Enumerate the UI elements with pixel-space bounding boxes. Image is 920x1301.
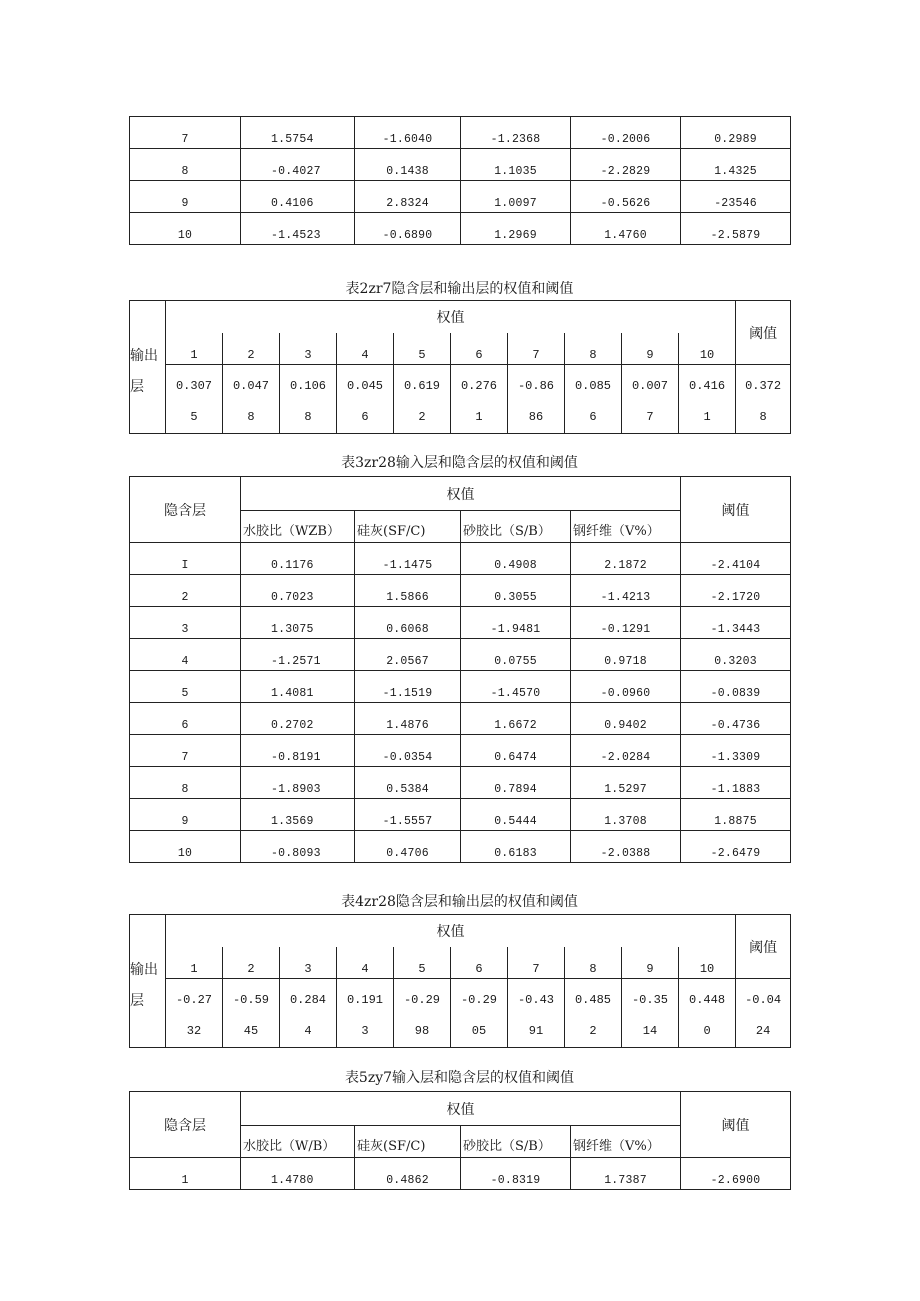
table2-weight-cell <box>622 365 679 434</box>
table3-cell: -2.0284 <box>571 735 681 767</box>
table4-column-header: 4 <box>337 947 394 979</box>
table5-cell: -0.8319 <box>461 1158 571 1190</box>
table1-cell: 2.8324 <box>355 181 461 213</box>
table3-cell: 0.6183 <box>461 831 571 863</box>
table3-cell: -1.3309 <box>681 735 791 767</box>
table5-weight-header: 权值 <box>241 1092 681 1126</box>
table4-weight-line2: 45 <box>243 1024 259 1038</box>
table4-weight-line1: -0.29 <box>460 993 497 1007</box>
table3-cell: 0.4706 <box>355 831 461 863</box>
table1-cell: 1.4760 <box>571 213 681 245</box>
table3-cell: 3 <box>130 607 241 639</box>
table2-weight-cell <box>451 365 508 434</box>
table3-cell: -1.4213 <box>571 575 681 607</box>
table3-subheader: 水胶比（WZB） <box>241 511 355 543</box>
table4-column-header: 5 <box>394 947 451 979</box>
table3-cell: -2.1720 <box>681 575 791 607</box>
table4 <box>129 914 791 1048</box>
table4-weight-line2: 3 <box>361 1024 369 1038</box>
table2-weight-cell <box>508 365 565 434</box>
table4-weight-line1: -0.27 <box>175 993 212 1007</box>
table2-threshold-line1: 0.372 <box>745 379 782 393</box>
table5-cell: -2.6900 <box>681 1158 791 1190</box>
table1-cell: -0.4027 <box>241 149 355 181</box>
table5-subheader: 硅灰(SF/C) <box>355 1126 461 1158</box>
table2-threshold-cell <box>736 365 791 434</box>
table5-subheader: 水胶比（W/B） <box>241 1126 355 1158</box>
table5-cell: 1.4780 <box>241 1158 355 1190</box>
table3-cell: 0.0755 <box>461 639 571 671</box>
table4-weight-cell <box>223 979 280 1048</box>
table4-side-label-2: 层 <box>130 993 144 1009</box>
table3-cell: 2.1872 <box>571 543 681 575</box>
table2-weight-line2: 7 <box>646 410 654 424</box>
table3-cell: 5 <box>130 671 241 703</box>
table1-cell: 1.2969 <box>461 213 571 245</box>
table4-weight-cell <box>622 979 679 1048</box>
table2-weight-cell <box>394 365 451 434</box>
table3-row <box>130 799 791 831</box>
table2-column-header: 6 <box>451 333 508 365</box>
table3-threshold-header: 阈值 <box>681 477 791 543</box>
table4-column-header: 10 <box>679 947 736 979</box>
table4-weight-cell <box>337 979 394 1048</box>
table2-weight-cell <box>679 365 736 434</box>
table3-cell: 1.3569 <box>241 799 355 831</box>
table3-cell: 10 <box>130 831 241 863</box>
table3-cell: 0.3055 <box>461 575 571 607</box>
table4-weight-line1: -0.43 <box>517 993 554 1007</box>
table1-cell: -0.5626 <box>571 181 681 213</box>
table1-row <box>130 213 791 245</box>
table3-row <box>130 767 791 799</box>
table1-cell: 0.2989 <box>681 117 791 149</box>
table3-cell: 4 <box>130 639 241 671</box>
table2-column-header: 3 <box>280 333 337 365</box>
table3-cell: -1.8903 <box>241 767 355 799</box>
table3-cell: -2.6479 <box>681 831 791 863</box>
table4-column-header: 7 <box>508 947 565 979</box>
table3-row <box>130 607 791 639</box>
table3-cell: -2.0388 <box>571 831 681 863</box>
table3-cell: I <box>130 543 241 575</box>
table1-cell: -2.5879 <box>681 213 791 245</box>
table3-subheader: 钢纤维（V%） <box>571 511 681 543</box>
table2-weight-line1: 0.047 <box>232 379 269 393</box>
table5-row-header: 隐含层 <box>130 1092 241 1158</box>
table4-weight-line2: 14 <box>642 1024 658 1038</box>
table1-cell: -0.6890 <box>355 213 461 245</box>
table4-weight-line2: 91 <box>528 1024 544 1038</box>
table4-side-label-1: 输出 <box>130 962 158 978</box>
table3-cell: 0.4908 <box>461 543 571 575</box>
table3-cell: 1.4081 <box>241 671 355 703</box>
table2-weight-line1: 0.045 <box>346 379 383 393</box>
table5-row <box>130 1158 791 1190</box>
table4-weight-cell <box>508 979 565 1048</box>
table3-cell: -0.0354 <box>355 735 461 767</box>
table4-weight-line2: 98 <box>414 1024 430 1038</box>
table3-row <box>130 703 791 735</box>
table2-weight-cell <box>337 365 394 434</box>
table3-cell: 0.5384 <box>355 767 461 799</box>
table4-weight-header: 权值 <box>166 915 736 947</box>
table4-weight-line2: 32 <box>186 1024 202 1038</box>
table2-side-label-2: 层 <box>130 379 144 395</box>
table1-cell: 10 <box>130 213 241 245</box>
table4-weight-line1: 0.284 <box>289 993 326 1007</box>
table1-cell: -0.2006 <box>571 117 681 149</box>
table3-row <box>130 831 791 863</box>
table3-cell: -1.5557 <box>355 799 461 831</box>
table1-cell: -1.2368 <box>461 117 571 149</box>
table1-cell: 9 <box>130 181 241 213</box>
table3-cell: 1.5297 <box>571 767 681 799</box>
table3-cell: -0.1291 <box>571 607 681 639</box>
table3-cell: 0.3203 <box>681 639 791 671</box>
table2-weight-line1: 0.307 <box>175 379 212 393</box>
table4-weight-line1: 0.448 <box>689 993 726 1007</box>
table2-weight-cell <box>223 365 280 434</box>
table4-weight-cell <box>451 979 508 1048</box>
table5-subheader: 砂胶比（S/B） <box>461 1126 571 1158</box>
table3-cell: 9 <box>130 799 241 831</box>
table4-caption: 表4zr28隐含层和输出层的权值和阈值 <box>341 894 578 910</box>
table3-row-header: 隐含层 <box>130 477 241 543</box>
table2-weight-header: 权值 <box>166 301 736 333</box>
table4-weight-cell <box>565 979 622 1048</box>
table1-cell: 1.0097 <box>461 181 571 213</box>
table3-cell: -0.8093 <box>241 831 355 863</box>
table4-weight-line2: 4 <box>304 1024 312 1038</box>
table2-weight-line2: 1 <box>475 410 483 424</box>
table4-column-header: 8 <box>565 947 622 979</box>
table4-weight-line1: -0.29 <box>403 993 440 1007</box>
table4-weight-line1: -0.59 <box>232 993 269 1007</box>
table4-column-header: 2 <box>223 947 280 979</box>
table1-cell: 1.5754 <box>241 117 355 149</box>
table2-weight-line2: 6 <box>589 410 597 424</box>
table5-cell: 1.7387 <box>571 1158 681 1190</box>
table3-cell: 1.4876 <box>355 703 461 735</box>
table2-side-label-1: 输出 <box>130 348 158 364</box>
table1-cell: -1.4523 <box>241 213 355 245</box>
table1 <box>129 116 791 245</box>
table3-cell: 1.5866 <box>355 575 461 607</box>
table3-cell: 0.7894 <box>461 767 571 799</box>
table3-cell: 0.6068 <box>355 607 461 639</box>
table3-cell: -0.8191 <box>241 735 355 767</box>
table1-cell: 0.1438 <box>355 149 461 181</box>
table4-threshold-cell <box>736 979 791 1048</box>
table4-column-header: 6 <box>451 947 508 979</box>
table3-cell: 6 <box>130 703 241 735</box>
table3-cell: -1.9481 <box>461 607 571 639</box>
table4-column-header: 9 <box>622 947 679 979</box>
table1-row <box>130 181 791 213</box>
table2-weight-line2: 5 <box>190 410 198 424</box>
table2-column-header: 2 <box>223 333 280 365</box>
table2-weight-line1: 0.007 <box>631 379 668 393</box>
table3-cell: 2.0567 <box>355 639 461 671</box>
table2-weight-line1: 0.106 <box>289 379 326 393</box>
table3-subheader: 砂胶比（S/B） <box>461 511 571 543</box>
table5 <box>129 1091 791 1190</box>
table3-cell: 0.5444 <box>461 799 571 831</box>
table3-cell: 0.2702 <box>241 703 355 735</box>
table3-cell: 8 <box>130 767 241 799</box>
table2-caption: 表2zr7隐含层和输出层的权值和阈值 <box>345 281 574 297</box>
table3-cell: -1.1475 <box>355 543 461 575</box>
table2-weight-line2: 1 <box>703 410 711 424</box>
table4-weight-cell <box>394 979 451 1048</box>
table4-weight-cell <box>679 979 736 1048</box>
table4-weight-line2: 05 <box>471 1024 487 1038</box>
table4-weight-cell <box>166 979 223 1048</box>
table3-cell: -1.4570 <box>461 671 571 703</box>
table3-cell: 0.7023 <box>241 575 355 607</box>
table3-row <box>130 671 791 703</box>
table4-weight-cell <box>280 979 337 1048</box>
table2-weight-line1: 0.416 <box>689 379 726 393</box>
table2-column-header: 4 <box>337 333 394 365</box>
table4-column-header: 1 <box>166 947 223 979</box>
table1-cell: -2.2829 <box>571 149 681 181</box>
table3-row <box>130 543 791 575</box>
table3-cell: -0.4736 <box>681 703 791 735</box>
table2-weight-cell <box>280 365 337 434</box>
table1-row <box>130 149 791 181</box>
table2-weight-line2: 8 <box>304 410 312 424</box>
table3-cell: 1.6672 <box>461 703 571 735</box>
table2-weight-line1: 0.276 <box>460 379 497 393</box>
table2-threshold-header: 阈值 <box>736 301 791 365</box>
table3-subheader: 硅灰(SF/C) <box>355 511 461 543</box>
table3-cell: -1.3443 <box>681 607 791 639</box>
table2-weight-line1: -0.86 <box>517 379 554 393</box>
table2-weight-cell <box>565 365 622 434</box>
table2-weight-line2: 2 <box>418 410 426 424</box>
table5-caption: 表5zy7输入层和隐含层的权值和阈值 <box>344 1070 575 1086</box>
table2-weight-line2: 86 <box>528 410 544 424</box>
table3-row <box>130 639 791 671</box>
table2-column-header: 5 <box>394 333 451 365</box>
table3-cell: -1.1883 <box>681 767 791 799</box>
table3-cell: 1.3708 <box>571 799 681 831</box>
table1-cell: 0.4106 <box>241 181 355 213</box>
table5-subheader: 钢纤维（V%） <box>571 1126 681 1158</box>
table3-weight-header: 权值 <box>241 477 681 511</box>
table3-cell: 7 <box>130 735 241 767</box>
table2 <box>129 300 791 434</box>
table2-column-header: 1 <box>166 333 223 365</box>
table3-cell: -0.0960 <box>571 671 681 703</box>
table3-caption: 表3zr28输入层和隐含层的权值和阈值 <box>341 455 578 471</box>
table3 <box>129 476 791 863</box>
table3-cell: 0.6474 <box>461 735 571 767</box>
table4-weight-line1: 0.485 <box>574 993 611 1007</box>
table4-column-header: 3 <box>280 947 337 979</box>
table3-cell: 1.8875 <box>681 799 791 831</box>
table2-threshold-line2: 8 <box>759 410 767 424</box>
table2-column-header: 9 <box>622 333 679 365</box>
table3-cell: 1.3075 <box>241 607 355 639</box>
table2-column-header: 7 <box>508 333 565 365</box>
table5-threshold-header: 阈值 <box>681 1092 791 1158</box>
table3-row <box>130 735 791 767</box>
table4-threshold-line1: -0.04 <box>745 993 782 1007</box>
table3-cell: 0.9402 <box>571 703 681 735</box>
table1-cell: -23546 <box>681 181 791 213</box>
table1-cell: 8 <box>130 149 241 181</box>
table3-cell: -1.1519 <box>355 671 461 703</box>
table2-weight-line2: 8 <box>247 410 255 424</box>
table2-column-header: 8 <box>565 333 622 365</box>
table3-cell: 0.9718 <box>571 639 681 671</box>
table1-cell: -1.6040 <box>355 117 461 149</box>
table1-cell: 1.4325 <box>681 149 791 181</box>
table4-threshold-header: 阈值 <box>736 915 791 979</box>
table1-cell: 7 <box>130 117 241 149</box>
table3-cell: -0.0839 <box>681 671 791 703</box>
table2-weight-line1: 0.085 <box>574 379 611 393</box>
table3-row <box>130 575 791 607</box>
table4-weight-line1: -0.35 <box>631 993 668 1007</box>
table2-column-header: 10 <box>679 333 736 365</box>
table4-weight-line1: 0.191 <box>346 993 383 1007</box>
table3-cell: 0.1176 <box>241 543 355 575</box>
table2-weight-cell <box>166 365 223 434</box>
table3-cell: 2 <box>130 575 241 607</box>
table3-cell: -2.4104 <box>681 543 791 575</box>
table2-weight-line2: 6 <box>361 410 369 424</box>
table4-weight-line2: 0 <box>703 1024 711 1038</box>
table5-cell: 1 <box>130 1158 241 1190</box>
table1-row <box>130 117 791 149</box>
table4-threshold-line2: 24 <box>755 1024 771 1038</box>
table5-cell: 0.4862 <box>355 1158 461 1190</box>
table2-weight-line1: 0.619 <box>403 379 440 393</box>
table3-cell: -1.2571 <box>241 639 355 671</box>
table4-weight-line2: 2 <box>589 1024 597 1038</box>
table1-cell: 1.1035 <box>461 149 571 181</box>
